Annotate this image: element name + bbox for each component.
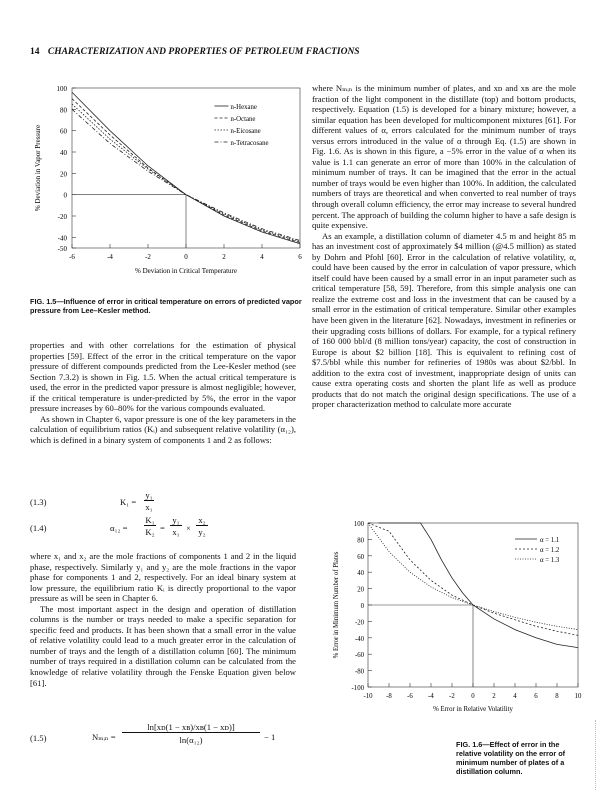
left-column-block-1	[30, 340, 296, 445]
figure-1-6-chart	[326, 515, 586, 725]
y-tick-label: 0	[63, 191, 67, 200]
legend-label: n-Eicosane	[230, 128, 261, 135]
x-tick-label: 0	[471, 693, 475, 700]
y-tick-label: -20	[57, 213, 67, 221]
x-tick-label: -10	[363, 693, 373, 700]
paragraph: properties and with other correlations for the estimation of physical properties [59]. Effect of the error in the critical temperature on the vapor pressure of different compounds predicted from the Lee-Kesler method (see Section 7.3.2) is shown in Fig. 1.5. When the actual critical temperature is used, the error in the predicted vapor pressure is almost negligible; however, if the critical temperature is under-predicted by 5%, the error in the vapor pressure increases by 60–80% for the various compounds evaluated.	[30, 340, 296, 414]
eq14-den3: y₂	[198, 527, 206, 537]
figure-1-5-chart	[30, 80, 310, 275]
y-tick-label: 20	[357, 586, 364, 594]
figure-1-5-caption-text: —Influence of error in critical temperature on errors of predicted vapor pressure from Lee–Kesler method.	[30, 297, 302, 315]
y-tick-label: -60	[354, 652, 364, 660]
x-axis-label: % Deviation in Critical Temperature	[134, 267, 238, 275]
x-tick-label: -6	[407, 693, 413, 700]
figure-1-6-label: FIG. 1.6	[456, 740, 483, 749]
paragraph: As shown in Chapter 6, vapor pressure is one of the key parameters in the calculation of equilibrium ratios (Kᵢ) and subsequent relative volatility (α₁₂), which is defined in a binary system of components 1 and 2 as follows:	[30, 413, 296, 445]
left-column-block-2	[30, 551, 296, 688]
eq14-den1: K₂	[145, 527, 155, 537]
figure-1-6-caption-text: —Effect of error in the relative volatility on the error of minimum number of plates of a distillation column.	[456, 740, 566, 776]
figure-1-6-caption	[456, 740, 584, 776]
x-tick-label: -8	[386, 693, 392, 700]
x-tick-label: 6	[298, 253, 302, 261]
equation-1-5-number: (1.5)	[30, 733, 47, 743]
y-tick-label: -50	[57, 245, 67, 253]
eq15-den: ln(α₁₂)	[179, 735, 203, 745]
y-tick-label: 40	[60, 149, 67, 157]
y-axis-label: % Error in Minimum Number of Plates	[333, 551, 340, 659]
eq14-eq: =	[160, 523, 165, 533]
page-number: 14	[30, 47, 40, 57]
legend-label: n-Octane	[230, 116, 256, 123]
eq15-lhs: Nₘᵢₙ =	[92, 732, 116, 742]
equation-1-5	[92, 722, 292, 750]
x-tick-label: -4	[107, 253, 113, 261]
eq13-den: x₁	[145, 502, 153, 512]
x-tick-label: -2	[449, 693, 455, 700]
y-tick-label: -40	[354, 635, 364, 643]
x-tick-label: -6	[69, 253, 75, 261]
legend-label: α = 1.1	[540, 537, 560, 544]
eq13-num: y₁	[145, 490, 153, 500]
legend-label: α = 1.2	[540, 547, 560, 554]
running-title: CHARACTERIZATION AND PROPERTIES OF PETROLEUM FRACTIONS	[47, 47, 360, 57]
legend-label: n-Hexane	[230, 104, 257, 111]
eq14-times: ×	[186, 523, 191, 533]
legend-label: n-Tetracosane	[230, 140, 269, 147]
running-header	[30, 47, 590, 57]
eq15-num: ln[xᴅ(1 − xʙ)/xʙ(1 − xᴅ)]	[122, 722, 260, 733]
paragraph: where x₁ and x₂ are the mole fractions of components 1 and 2 in the liquid phase, respectively. Similarly y₁ and y₂ are the mole fractions in the vapor phase for components 1 and 2, respectively. For an ideal binary system at low pressure, the equilibrium ratio Kᵢ is directly proportional to the vapor pressure as will be seen in Chapter 6.	[30, 551, 296, 604]
x-tick-label: -2	[145, 253, 151, 261]
eq15-tail: − 1	[264, 732, 276, 742]
x-tick-label: 4	[513, 693, 517, 700]
y-tick-label: -100	[351, 685, 364, 692]
paragraph: As an example, a distillation column of diameter 4.5 m and height 85 m has an investment cost of approximately $4 million (@4.5 million) as stated by Dohrn and Pfohl [60]. Error in the calculation of relative volatility, α, could have been caused by the error in calculation of vapor pressure, which itself could have been caused by a small error in an input parameter such as critical temperature [58, 59]. Therefore, from this simple analysis one can realize the extreme cost and loss in the investment that can be caused by a small error in the estimation of critical temperature. Similar other examples have been given in the literature [62]. Nowadays, investment in refineries or their upgrading costs billions of dollars. For example, for a typical refinery of 160 000 bbl/d (8 million tons/year) capacity, the cost of construction in Europe is about $2 billion [18]. This is equivalent to refining cost of $7.5/bbl while this number for refineries of 1980s was about $2/bbl. In addition to the extra cost of investment, inappropriate design of units can cause extra operating costs and shorten the plant life as well as produce products that do not match the original design specifications. The use of a proper characterization method to calculate more accurate	[312, 230, 576, 410]
equation-1-4-number: (1.4)	[30, 523, 47, 533]
eq14-num3: x₂	[196, 515, 208, 526]
y-tick-label: 100	[353, 521, 364, 528]
eq13-lhs: K₁ =	[120, 497, 137, 507]
y-tick-label: 0	[360, 603, 364, 610]
y-tick-label: 60	[60, 127, 67, 136]
x-axis-label: % Error in Relative Volatility	[433, 706, 513, 713]
y-tick-label: 40	[357, 570, 364, 578]
right-column	[312, 83, 576, 410]
legend-label: α = 1.3	[540, 557, 560, 564]
equation-1-4	[110, 515, 230, 541]
x-tick-label: 0	[184, 253, 188, 261]
y-tick-label: -80	[354, 668, 364, 676]
x-tick-label: 2	[492, 693, 496, 700]
y-tick-label: 80	[60, 106, 67, 115]
figure-1-5-caption	[30, 297, 302, 315]
x-tick-label: 10	[574, 693, 582, 700]
figure-1-5-label: FIG. 1.5	[30, 297, 57, 306]
x-tick-label: 2	[222, 253, 226, 261]
eq14-num2: y₁	[170, 515, 182, 526]
equation-1-3-number: (1.3)	[30, 497, 47, 507]
paragraph: where Nₘᵢₙ is the minimum number of plates, and xᴅ and xʙ are the mole fraction of the light component in the distillate (top) and bottom products, respectively. Equation (1.5) is developed for a binary mixture; however, a similar equation has been developed for multicomponent mixtures [61]. For different values of α, errors calculated for the minimum number of trays versus errors introduced in the value of α through Eq. (1.5) are shown in Fig. 1.6. As is shown in this figure, a −5% error in the value of α when its value is 1.1 can generate an error of more than 100% in the calculation of minimum number of trays. It can be imagined that the error in the actual number of trays would be even higher than 100%. In addition, the calculated numbers of trays are theoretical and when converted to real number of trays through overall column efficiency, the error may increase to several hundred percent. The approach of building the column higher to have a safe design is quite expensive.	[312, 83, 576, 231]
y-tick-label: 20	[60, 170, 67, 179]
y-tick-label: 60	[357, 553, 364, 561]
eq14-lhs: α₁₂ =	[110, 523, 128, 533]
eq14-num1: K₁	[145, 515, 155, 525]
paragraph: The most important aspect in the design and operation of distillation columns is the number or trays needed to make a specific separation for specific feed and products. It has been shown that a small error in the value of relative volatility could lead to a much greater error in the calculation of number of trays and the length of a distillation column [60]. The minimum number of trays required in a distillation column can be calculated from the knowledge of relative volatility through the Fenske Equation given below [61].	[30, 603, 296, 688]
x-tick-label: 4	[260, 253, 264, 261]
x-tick-label: 8	[555, 693, 559, 700]
y-tick-label: 100	[56, 85, 67, 93]
y-tick-label: -20	[354, 619, 364, 627]
y-tick-label: -40	[57, 234, 67, 243]
x-tick-label: 6	[534, 693, 538, 700]
eq14-den2: x₁	[172, 527, 180, 537]
margin-dots	[595, 720, 600, 790]
x-tick-label: -4	[428, 693, 434, 700]
y-tick-label: 80	[357, 537, 364, 545]
y-axis-label: % Deviation in Vapor Pressure	[34, 124, 42, 212]
